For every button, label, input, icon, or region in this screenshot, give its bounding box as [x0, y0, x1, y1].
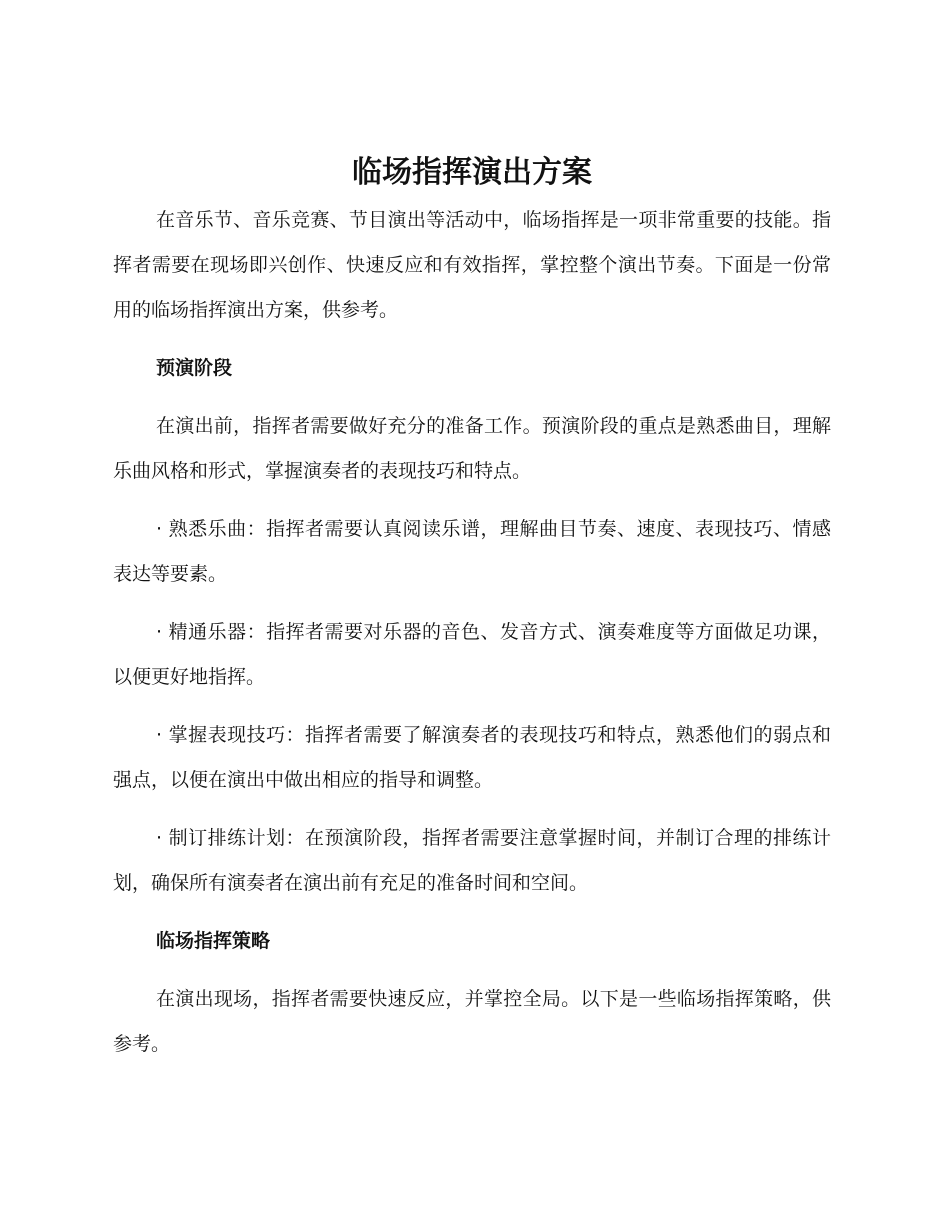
- spacer: [113, 333, 831, 346]
- spacer: [113, 803, 831, 816]
- strategy-paragraph: 在演出现场，指挥者需要快速反应，并掌控全局。以下是一些临场指挥策略，供参考。: [113, 988, 831, 1055]
- section-heading-strategy: 临场指挥策略: [156, 930, 271, 952]
- bullet-item: · 制订排练计划：在预演阶段，指挥者需要注意掌握时间，并制订合理的排练计划，确保所有演奏者在演出前有充足的准备时间和空间。: [113, 827, 831, 894]
- spacer: [113, 700, 831, 713]
- intro-paragraph: 在音乐节、音乐竞赛、节目演出等活动中，临场指挥是一项非常重要的技能。指挥者需要在现场即兴创作、快速反应和有效指挥，掌控整个演出节奏。下面是一份常用的临场指挥演出方案，供参考。: [113, 209, 831, 321]
- spacer: [113, 391, 831, 404]
- rehearsal-paragraph: 在演出前，指挥者需要做好充分的准备工作。预演阶段的重点是熟悉曲目，理解乐曲风格和形式，掌握演奏者的表现技巧和特点。: [113, 415, 831, 482]
- bullet-item: · 熟悉乐曲：指挥者需要认真阅读乐谱，理解曲目节奏、速度、表现技巧、情感表达等要素。: [113, 518, 831, 585]
- spacer: [113, 906, 831, 919]
- spacer: [113, 494, 831, 507]
- section-heading-rehearsal: 预演阶段: [156, 357, 233, 379]
- bullet-item: · 精通乐器：指挥者需要对乐器的音色、发音方式、演奏难度等方面做足功课，以便更好地指挥。: [113, 621, 831, 688]
- bullet-item: · 掌握表现技巧：指挥者需要了解演奏者的表现技巧和特点，熟悉他们的弱点和强点，以便在演出中做出相应的指导和调整。: [113, 724, 831, 791]
- document-title: 临场指挥演出方案: [352, 155, 592, 190]
- spacer: [113, 964, 831, 977]
- spacer: [113, 597, 831, 610]
- document-content: [113, 148, 831, 1067]
